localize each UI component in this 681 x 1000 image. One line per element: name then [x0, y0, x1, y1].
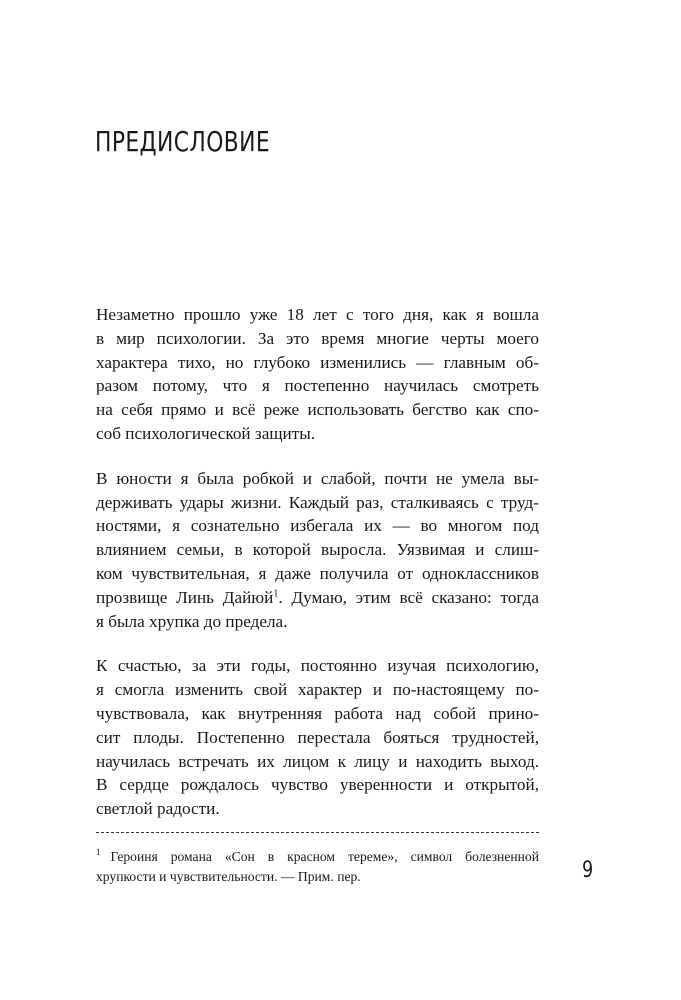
text-line: соб психологической защиты.	[96, 423, 316, 443]
text-line: ком чувствительная, я даже получила от одноклассников	[96, 563, 539, 583]
paragraph-1	[96, 303, 539, 446]
footnote-text: Героиня романа «Сон в красном тереме», символ болезненной	[110, 849, 539, 864]
text-line: я была хрупка до предела.	[96, 611, 288, 631]
text-line: светлой радости.	[96, 799, 220, 819]
text-line: научилась встречать их лицом к лицу и находить выход.	[96, 751, 539, 771]
chapter-heading: предисловие	[95, 115, 271, 161]
footnote-line	[96, 847, 539, 867]
text-line: я смогла изменить свой характер и по-настоящему по-	[96, 680, 539, 700]
text-line: сит плоды. Постепенно перестала бояться трудностей,	[96, 727, 539, 747]
text-line: влиянием семьи, в которой выросла. Уязвимая и слиш-	[96, 540, 539, 560]
paragraph-3	[96, 654, 539, 821]
footnote-divider	[96, 832, 539, 833]
text-line: К счастью, за эти годы, постоянно изучая психологию,	[96, 656, 539, 676]
text-line-with-footnote	[96, 586, 539, 610]
text-line: на себя прямо и всё реже использовать бегство как спо-	[96, 400, 539, 420]
text-line: разом потому, что я постепенно научилась смотреть	[96, 376, 539, 396]
text-line: В сердце рождалось чувство уверенности и открытой,	[96, 775, 539, 795]
footnote	[96, 847, 539, 887]
page-number: 9	[582, 858, 594, 883]
text-fragment: . Думаю, этим всё сказано: тогда	[278, 587, 539, 607]
footnote-line: хрупкости и чувствительности. — Прим. пер.	[96, 869, 361, 884]
text-fragment: прозвище Линь Дайюй	[96, 587, 274, 607]
text-line: В юности я была робкой и слабой, почти не умела вы-	[96, 468, 539, 488]
footnote-number: 1	[96, 847, 101, 858]
text-line: в мир психологии. За это время многие черты моего	[96, 328, 539, 348]
text-line: Незаметно прошло уже 18 лет с того дня, как я вошла	[96, 305, 539, 324]
body-text	[96, 303, 539, 842]
text-line: чувствовала, как внутренняя работа над собой прино-	[96, 703, 539, 723]
text-line: характера тихо, но глубоко изменились — главным об-	[96, 352, 539, 372]
paragraph-2	[96, 467, 539, 634]
footnote-reference[interactable]: 1	[273, 588, 279, 600]
text-line: ностями, я сознательно избегала их — во многом под	[96, 516, 539, 536]
text-line: держивать удары жизни. Каждый раз, сталкиваясь с труд-	[96, 492, 539, 512]
